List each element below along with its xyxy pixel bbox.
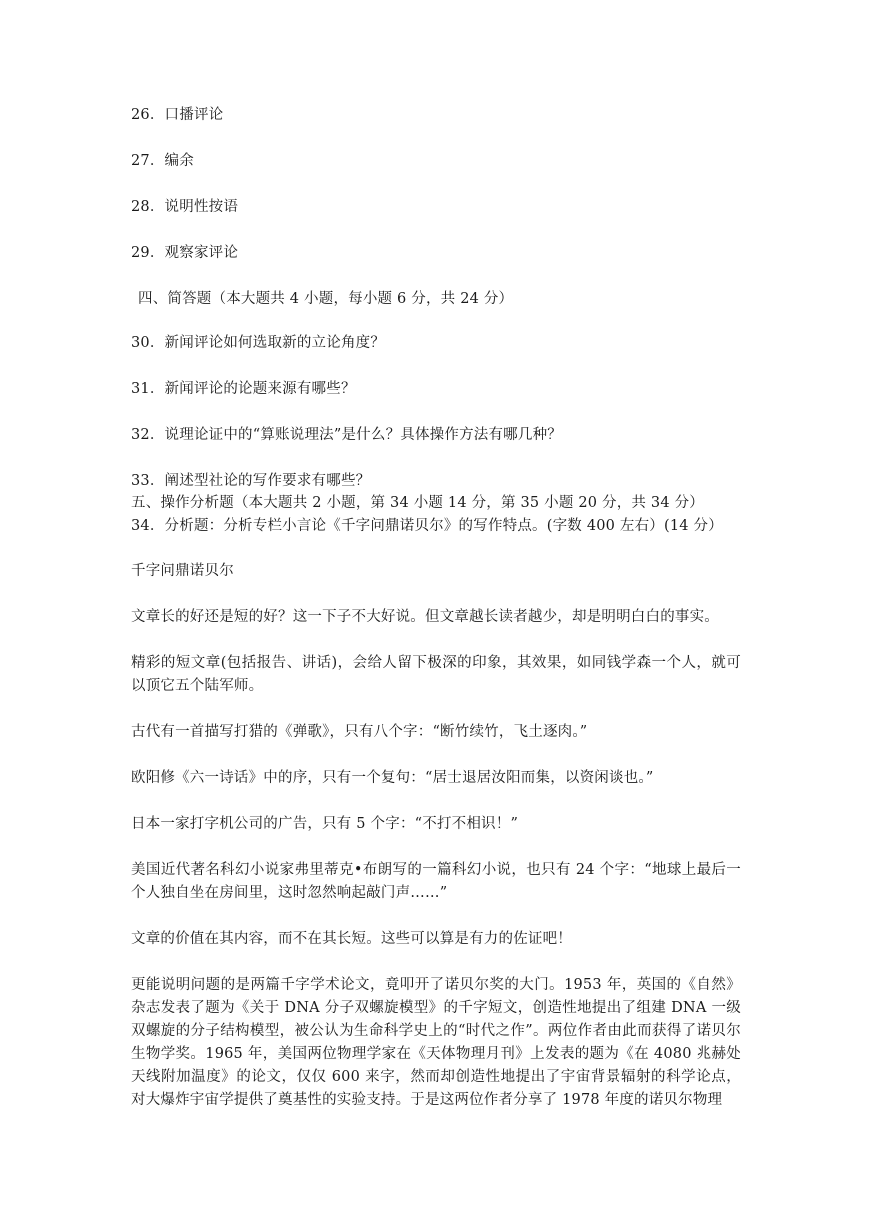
- section-heading-short-answer: 四、简答题（本大题共 4 小题，每小题 6 分，共 24 分）: [138, 291, 514, 307]
- question-30: 30．新闻评论如何选取新的立论角度？: [131, 335, 386, 351]
- article-paragraph: 美国近代著名科幻小说家弗里蒂克•布朗写的一篇科幻小说，也只有 24 个字：“地球上最后一个人独自坐在房间里，这时忽然响起敲门声……”: [131, 862, 741, 901]
- article-paragraph: 更能说明问题的是两篇千字学术论文，竟叩开了诺贝尔奖的大门。1953 年，英国的《自然》杂志发表了题为《关于 DNA 分子双螺旋模型》的千字短文，创造性地提出了组建 DNA 一级双螺旋的分子结构模型，被公认为生命科学史上的“时代之作”。两位作者由此而获得了诺贝尔生物学奖。1965 年，美国两位物理学家在《天体物理月刊》上发表的题为《在 4080 兆赫处天线附加温度》的论文，仅仅 600 来字，然而却创造性地提出了宇宙背景辐射的科学论点，对大爆炸宇宙学提供了奠基性的实验支持。于是这两位作者分享了 1978 年度的诺贝尔物理: [131, 977, 741, 1108]
- question-34: 34．分析题：分析专栏小言论《千字问鼎诺贝尔》的写作特点。(字数 400 左右）(14 分）: [131, 518, 723, 534]
- term-item-28: 28．说明性按语: [131, 199, 239, 215]
- article-paragraph: 精彩的短文章(包括报告、讲话)，会给人留下极深的印象，其效果，如同钱学森一个人，就可以顶它五个陆军师。: [131, 655, 741, 694]
- term-item-26: 26．口播评论: [131, 107, 224, 123]
- article-paragraph: 古代有一首描写打猎的《弹歌》，只有八个字：“断竹续竹，飞土逐肉。”: [131, 724, 588, 740]
- section-heading-analysis: 五、操作分析题（本大题共 2 小题，第 34 小题 14 分，第 35 小题 20 分，共 34 分）: [131, 495, 704, 511]
- article-paragraph: 欧阳修《六一诗话》中的序，只有一个复句：“居士退居汝阳而集，以资闲谈也。”: [131, 770, 654, 786]
- term-item-29: 29．观察家评论: [131, 245, 239, 261]
- article-paragraph: 文章的价值在其内容，而不在其长短。这些可以算是有力的佐证吧！: [131, 931, 572, 947]
- article-paragraph: 日本一家打字机公司的广告，只有 5 个字：“不打不相识！”: [131, 816, 519, 832]
- article-paragraph: 文章长的好还是短的好？这一下子不大好说。但文章越长读者越少，却是明明白白的事实。: [131, 609, 719, 625]
- question-31: 31．新闻评论的论题来源有哪些？: [131, 381, 356, 397]
- article-title: 千字问鼎诺贝尔: [131, 563, 234, 579]
- term-item-27: 27．编余: [131, 153, 194, 169]
- question-33: 33．阐述型社论的写作要求有哪些？: [131, 473, 371, 489]
- question-32: 32．说理论证中的“算账说理法”是什么？具体操作方法有哪几种？: [131, 427, 562, 443]
